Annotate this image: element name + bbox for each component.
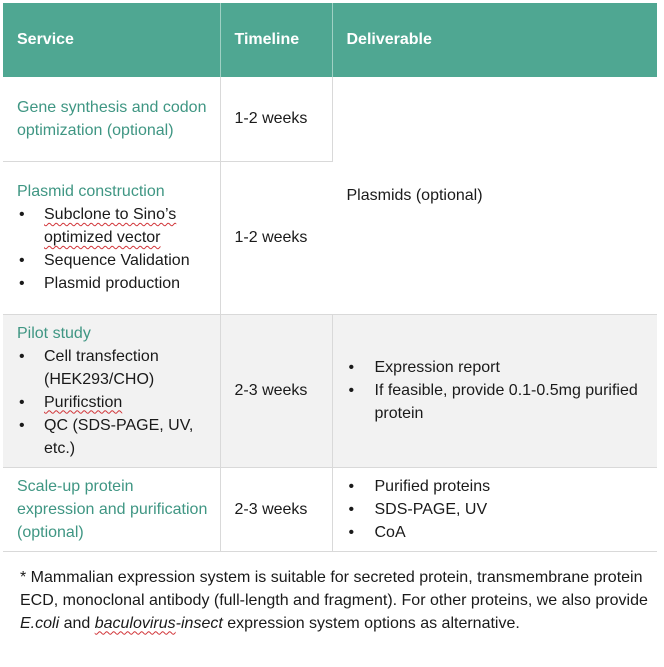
footnote	[3, 552, 657, 635]
service-cell	[3, 161, 220, 314]
list-item: • Purified proteins	[347, 475, 650, 498]
deliverable-cell-merged: Plasmids (optional)	[332, 77, 657, 314]
table-row	[3, 77, 657, 161]
footnote-text: and	[59, 614, 95, 632]
service-title: Pilot study	[17, 324, 91, 342]
footnote-text: * Mammalian expression system is suitable for secreted protein, transmembrane protein ECD, monoclonal antibody (full-length and fragment). For other proteins, we also provide	[20, 568, 648, 609]
list-item-text: Purificstion	[44, 393, 123, 411]
list-item: • Cell transfection (HEK293/CHO)	[17, 345, 212, 391]
list-item: • QC (SDS-PAGE, UV, etc.)	[17, 414, 212, 460]
timeline-cell: 2-3 weeks	[220, 314, 332, 467]
footnote-baculovirus: baculovirus	[94, 614, 176, 632]
deliverable-cell	[332, 314, 657, 467]
service-title: Gene synthesis and codon optimization (optional)	[17, 98, 207, 139]
deliverable-cell	[332, 467, 657, 551]
service-cell	[3, 77, 220, 161]
service-title: Plasmid construction	[17, 183, 165, 200]
deliverable-items	[347, 356, 650, 425]
table-row	[3, 314, 657, 467]
service-cell	[3, 314, 220, 467]
footnote-ecoli: E.coli	[20, 614, 60, 632]
timeline-cell: 1-2 weeks	[220, 77, 332, 161]
service-title: Scale-up protein expression and purification (optional)	[17, 477, 208, 541]
list-item: • CoA	[347, 521, 650, 544]
service-items	[17, 203, 212, 295]
service-cell	[3, 467, 220, 551]
footnote-text: expression system options as alternative.	[222, 614, 520, 632]
list-item	[17, 203, 212, 249]
list-item: • Expression report	[347, 356, 650, 379]
list-item: • SDS-PAGE, UV	[347, 498, 650, 521]
timeline-cell: 1-2 weeks	[220, 161, 332, 314]
list-item: • Sequence Validation	[17, 249, 212, 272]
timeline-cell: 2-3 weeks	[220, 467, 332, 551]
header-timeline: Timeline	[220, 3, 332, 77]
list-item: • If feasible, provide 0.1-0.5mg purified protein	[347, 379, 650, 425]
deliverable-items	[347, 475, 650, 544]
list-item	[17, 391, 212, 414]
service-items	[17, 345, 212, 460]
service-table	[3, 3, 657, 552]
header-service: Service	[3, 3, 220, 77]
table-header-row	[3, 3, 657, 77]
list-item-text: Subclone to Sino’s optimized vector	[44, 206, 177, 246]
service-table-container	[3, 3, 657, 635]
table-row	[3, 467, 657, 551]
list-item: • Plasmid production	[17, 272, 212, 295]
footnote-insect: -insect	[175, 614, 223, 632]
header-deliverable: Deliverable	[332, 3, 657, 77]
